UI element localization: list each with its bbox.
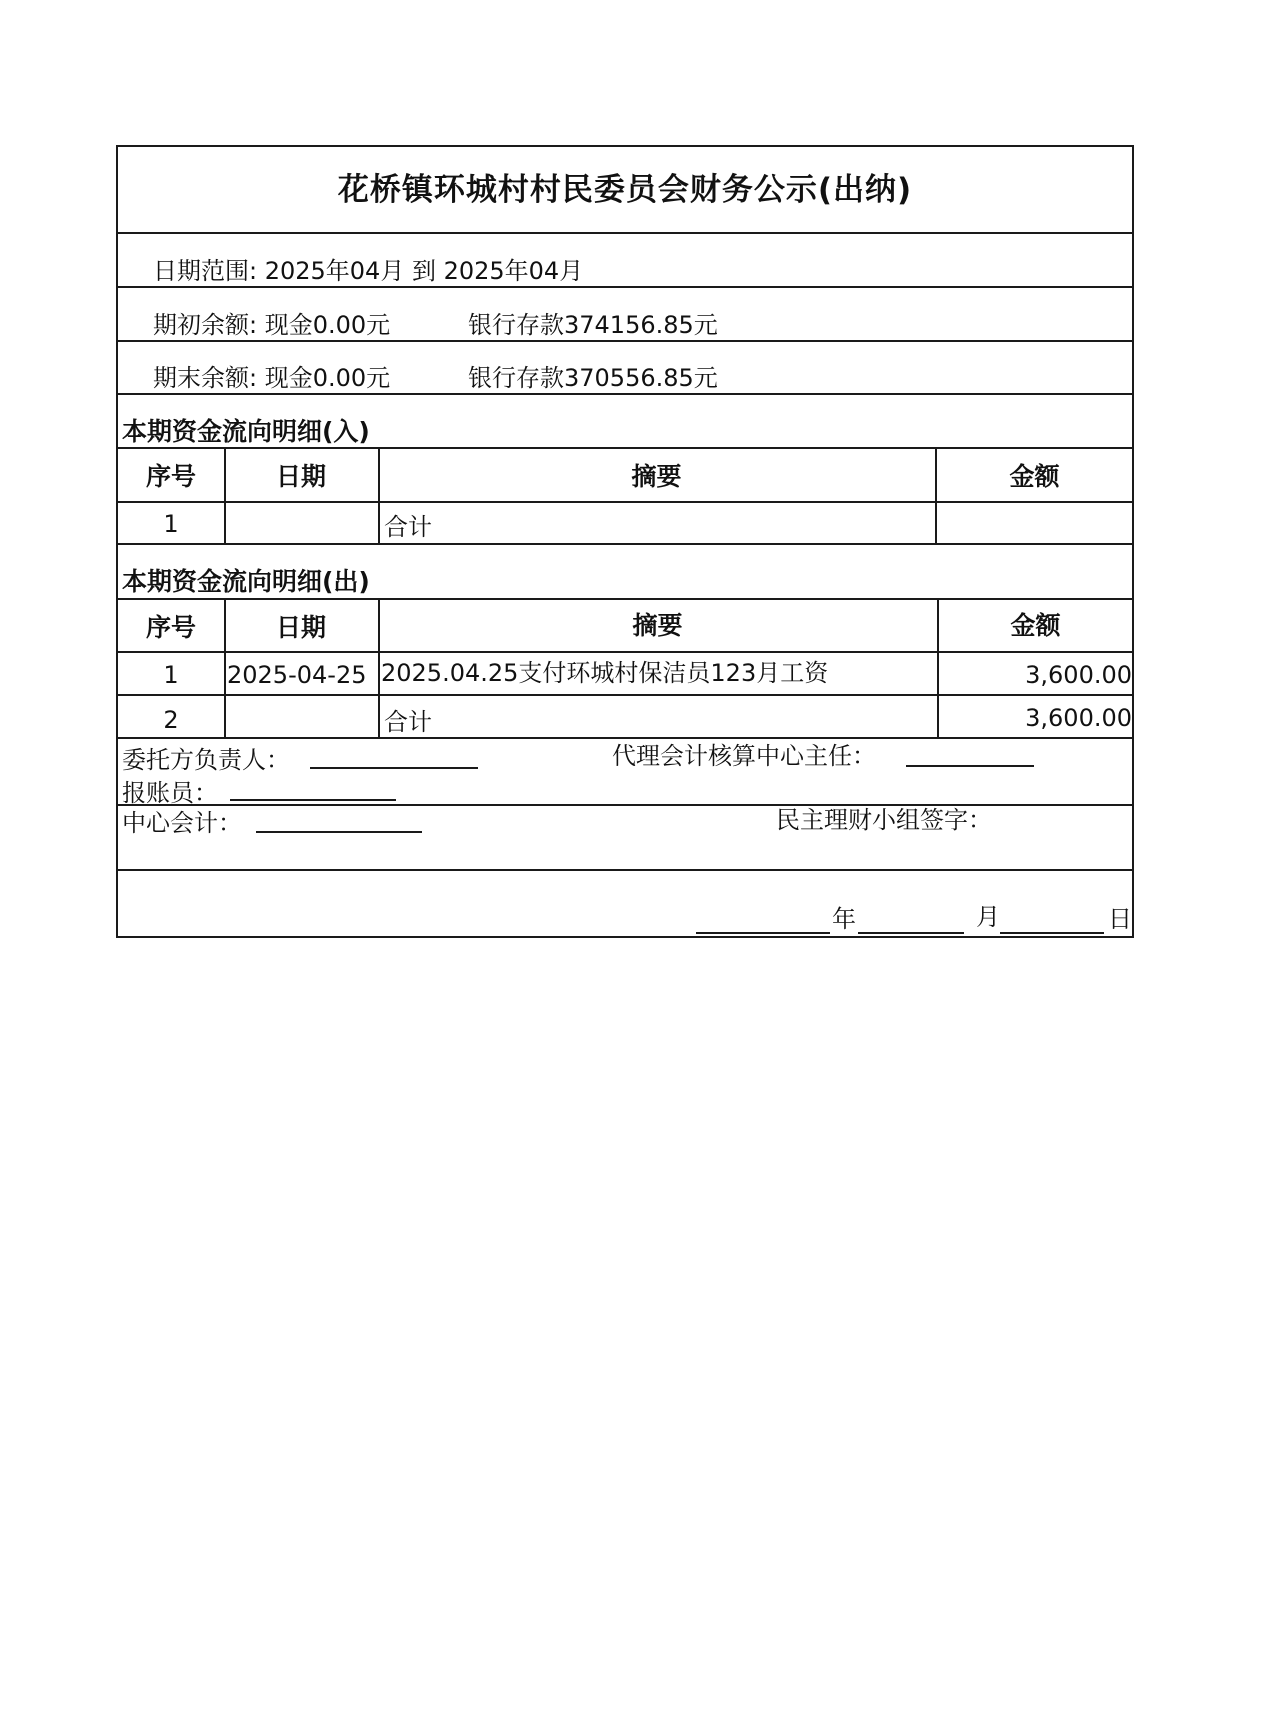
finance-group-label: 民主理财小组签字： <box>776 806 992 834</box>
outflow-row-summary: 合计 <box>384 708 432 736</box>
divider <box>118 501 1132 503</box>
divider <box>118 694 1132 696</box>
outflow-header-summary: 摘要 <box>632 611 683 640</box>
inflow-header-amount: 金额 <box>1009 462 1060 491</box>
finance-disclosure-form <box>116 145 1134 938</box>
signature-blank <box>906 765 1034 767</box>
form-title: 花桥镇环城村村民委员会财务公示(出纳) <box>337 172 913 208</box>
inflow-section-title: 本期资金流向明细(入) <box>122 417 370 446</box>
inflow-col-divider <box>224 447 226 543</box>
outflow-col-divider <box>937 598 939 737</box>
agency-director-label: 代理会计核算中心主任： <box>612 742 876 770</box>
divider <box>118 286 1132 288</box>
closing-bank: 银行存款370556.85元 <box>468 364 718 392</box>
outflow-section-title: 本期资金流向明细(出) <box>122 567 370 596</box>
signature-blank <box>256 831 422 833</box>
inflow-header-seq: 序号 <box>145 462 196 491</box>
closing-cash: 期末余额: 现金0.00元 <box>153 364 391 392</box>
divider <box>118 393 1132 395</box>
inflow-row-summary: 合计 <box>384 513 432 541</box>
divider <box>118 543 1132 545</box>
divider <box>118 598 1132 600</box>
outflow-header-amount: 金额 <box>1010 611 1061 640</box>
outflow-col-divider <box>224 598 226 737</box>
inflow-header-date: 日期 <box>275 462 326 491</box>
day-label: 日 <box>1108 905 1132 933</box>
outflow-row-seq: 2 <box>163 706 179 734</box>
date-range: 日期范围: 2025年04月 到 2025年04月 <box>153 257 584 285</box>
outflow-col-divider <box>378 598 380 737</box>
month-blank <box>858 932 964 934</box>
divider <box>118 869 1132 871</box>
outflow-header-date: 日期 <box>275 613 326 642</box>
inflow-row-seq: 1 <box>163 510 179 538</box>
inflow-header-summary: 摘要 <box>631 462 682 491</box>
month-label: 月 <box>976 903 1000 931</box>
year-blank <box>696 932 830 934</box>
year-label: 年 <box>832 905 856 933</box>
outflow-row-seq: 1 <box>163 661 179 689</box>
divider <box>118 447 1132 449</box>
signature-blank <box>310 767 478 769</box>
outflow-row-date: 2025-04-25 <box>227 661 367 689</box>
center-accountant-label: 中心会计： <box>122 809 242 837</box>
divider <box>118 651 1132 653</box>
divider <box>118 232 1132 234</box>
outflow-row-amount: 3,600.00 <box>1025 704 1132 732</box>
outflow-row-summary: 2025.04.25支付环城村保洁员123月工资 <box>381 659 829 687</box>
opening-cash: 期初余额: 现金0.00元 <box>153 311 391 339</box>
opening-bank: 银行存款374156.85元 <box>468 311 718 339</box>
day-blank <box>1000 932 1104 934</box>
inflow-col-divider <box>378 447 380 543</box>
divider <box>118 737 1132 739</box>
inflow-col-divider <box>935 447 937 543</box>
outflow-row-amount: 3,600.00 <box>1025 661 1132 689</box>
bookkeeper-label: 报账员： <box>122 779 218 807</box>
client-head-label: 委托方负责人： <box>122 746 290 774</box>
outflow-header-seq: 序号 <box>145 613 196 642</box>
signature-blank <box>230 799 396 801</box>
divider <box>118 340 1132 342</box>
